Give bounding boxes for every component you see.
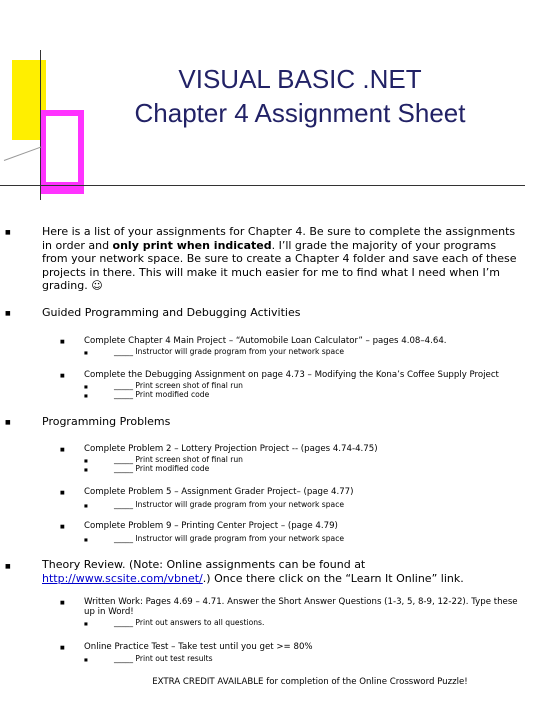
bullet-icon: ■: [60, 600, 65, 606]
decor-white-inner: [46, 116, 78, 182]
decor-diagonal-line: [4, 146, 42, 161]
checklist-line: _____ Print out answers to all questions.: [114, 618, 265, 627]
bullet-icon: ■: [84, 657, 88, 662]
bullet-icon: ■: [84, 621, 88, 626]
list-item: Complete Problem 2 – Lottery Projection Project -- (pages 4.74-4.75): [84, 444, 378, 454]
list-item: Complete the Debugging Assignment on page 4.73 – Modifying the Kona’s Coffee Supply Project: [84, 370, 499, 380]
list-item: Complete Problem 5 – Assignment Grader Project– (page 4.77): [84, 487, 354, 497]
bullet-icon: ■: [60, 373, 65, 379]
bullet-icon: ■: [5, 419, 11, 426]
bullet-icon: ■: [60, 490, 65, 496]
page-title-line2: Chapter 4 Assignment Sheet: [134, 98, 466, 128]
bullet-icon: ■: [84, 393, 88, 398]
checklist-line: _____ Instructor will grade program from your network space: [114, 347, 345, 356]
scsite-link[interactable]: http://www.scsite.com/vbnet/: [42, 571, 203, 585]
decor-vertical-line: [40, 50, 41, 200]
bullet-icon: ■: [5, 229, 11, 236]
bullet-icon: ■: [5, 310, 11, 317]
bullet-icon: ■: [84, 458, 88, 463]
bullet-icon: ■: [60, 645, 65, 651]
list-item: Online Practice Test – Take test until you get >= 80%: [84, 642, 313, 652]
checklist-line: _____ Instructor will grade program from your network space: [114, 534, 345, 543]
bullet-icon: ■: [60, 524, 65, 530]
intro-bold: only print when indicated: [112, 238, 272, 252]
bullet-icon: ■: [84, 384, 88, 389]
checklist-line: _____ Print modified code: [114, 464, 210, 473]
page-title-line1: VISUAL BASIC .NET: [178, 64, 422, 94]
bullet-icon: ■: [60, 447, 65, 453]
checklist-line: _____ Print modified code: [114, 390, 210, 399]
checklist-line: _____ Print screen shot of final run: [114, 455, 243, 464]
list-item: Complete Chapter 4 Main Project – “Automobile Loan Calculator” – pages 4.08–4.64.: [84, 336, 447, 346]
checklist-line: _____ Print screen shot of final run: [114, 381, 243, 390]
decor-horizontal-line: [0, 185, 525, 186]
intro-paragraph: Here is a list of your assignments for Chapter 4. Be sure to complete the assignments in order and only print when indicated. I’ll grade the majority of your programs from your network space. Be sure to create a Chapter 4 folder and save each of these projects in there. This will make it much easier for me to find what I need when I’m grading. ☺: [42, 225, 517, 292]
bullet-icon: ■: [84, 503, 88, 508]
checklist-line: _____ Print out test results: [114, 654, 213, 663]
list-item: Written Work: Pages 4.69 – 4.71. Answer the Short Answer Questions (1-3, 5, 8-9, 12-22). Type these up in Word!: [84, 597, 518, 617]
list-item: Complete Problem 9 – Printing Center Project – (page 4.79): [84, 521, 338, 531]
bullet-icon: ■: [5, 563, 11, 570]
bullet-icon: ■: [84, 350, 88, 355]
bullet-icon: ■: [84, 467, 88, 472]
bullet-icon: ■: [60, 339, 65, 345]
section-heading-programming: Programming Problems: [42, 415, 171, 428]
bullet-icon: ■: [84, 537, 88, 542]
extra-credit-note: EXTRA CREDIT AVAILABLE for completion of the Online Crossword Puzzle!: [152, 677, 468, 687]
checklist-line: _____ Instructor will grade program from your network space: [114, 500, 345, 509]
theory-paragraph: Theory Review. (Note: Online assignments can be found at http://www.scsite.com/vbnet/.) Once there click on the “Learn It Online” link.: [42, 558, 464, 585]
section-heading-guided: Guided Programming and Debugging Activities: [42, 306, 301, 319]
